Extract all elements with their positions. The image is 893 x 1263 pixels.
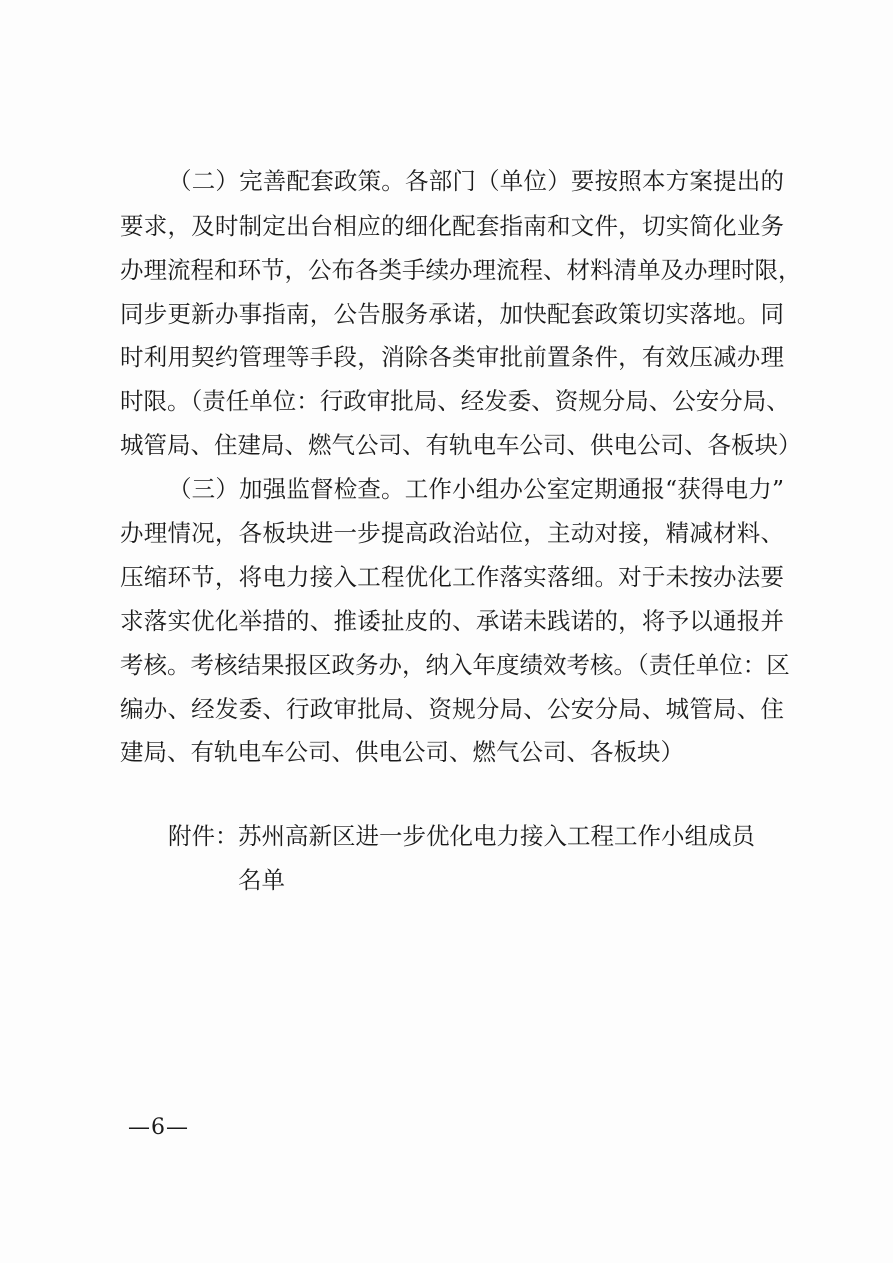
attachment-title-line-2: 名单 — [238, 866, 285, 894]
section3-line-7: 建局、有轨电车公司、供电公司、燃气公司、各板块） — [120, 738, 684, 766]
section2-line-6: 时限。（责任单位：行政审批局、经发委、资规分局、公安分局、 — [120, 387, 790, 415]
section2-line-5: 时利用契约管理等手段，消除各类审批前置条件，有效压减办理 — [120, 343, 784, 371]
section2-line-7: 城管局、住建局、燃气公司、有轨电车公司、供电公司、各板块） — [120, 431, 802, 459]
attachment-title-line-1: 苏州高新区进一步优化电力接入工程工作小组成员 — [238, 822, 755, 850]
section3-line-3: 压缩环节，将电力接入工程优化工作落实落细。对于未按办法要 — [120, 563, 784, 591]
attachment-label: 附件： — [168, 822, 239, 850]
section3-line-4: 求落实优化举措的、推诿扯皮的、承诺未践诺的，将予以通报并 — [120, 607, 784, 635]
section2-line-4: 同步更新办事指南，公告服务承诺，加快配套政策切实落地。同 — [120, 300, 784, 328]
section2-line-1: （二）完善配套政策。各部门（单位）要按照本方案提出的 — [168, 167, 784, 195]
section2-line-3: 办理流程和环节，公布各类手续办理流程、材料清单及办理时限， — [120, 256, 802, 284]
section2-line-2: 要求，及时制定出台相应的细化配套指南和文件，切实简化业务 — [120, 212, 784, 240]
section3-line-6: 编办、经发委、行政审批局、资规分局、公安分局、城管局、住 — [120, 695, 784, 723]
section3-line-2: 办理情况，各板块进一步提高政治站位，主动对接，精减材料、 — [120, 519, 784, 547]
section3-line-5: 考核。考核结果报区政务办，纳入年度绩效考核。（责任单位：区 — [120, 651, 790, 679]
page-number: —6— — [128, 1115, 189, 1140]
section3-line-1: （三）加强监督检查。工作小组办公室定期通报“获得电力” — [168, 475, 784, 503]
